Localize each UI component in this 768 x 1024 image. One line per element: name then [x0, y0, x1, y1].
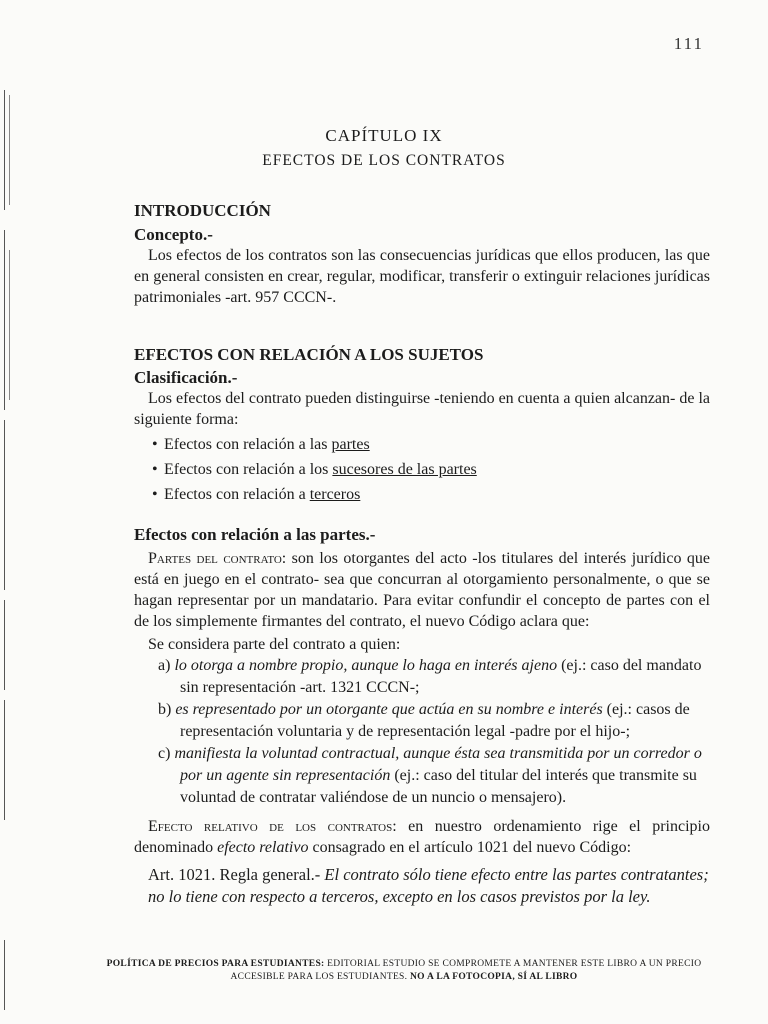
article-label: Art. 1021. Regla general.- — [148, 865, 321, 884]
section-heading-sujetos: EFECTOS CON RELACIÓN A LOS SUJETOS — [134, 345, 484, 364]
subheading-concepto: Concepto.- — [134, 225, 213, 244]
page-footer: POLÍTICA DE PRECIOS PARA ESTUDIANTES: EDITORIAL ESTUDIO SE COMPROMETE A MANTENER ESTE LIBRO A UN PRECIO ACCESIBLE PARA LOS ESTUDIANTES. NO A LA FOTOCOPIA, SÍ AL LIBRO — [106, 959, 702, 982]
list-item: b) es representado por un otorgante que actúa en su nombre e interés (ej.: casos de representación voluntaria y de representación legal -padre por el hijo-; — [158, 701, 690, 740]
term-sucesores: sucesores de las partes — [332, 461, 477, 478]
relativo-section — [134, 816, 710, 908]
effects-list — [134, 432, 710, 507]
binding-edge-mark — [9, 95, 10, 205]
partes-section — [134, 524, 710, 809]
binding-edge-mark — [4, 700, 5, 820]
partes-items — [134, 655, 710, 809]
binding-edge-mark — [4, 600, 5, 690]
partes-intro-line: Se considera parte del contrato a quien: — [148, 636, 401, 653]
article-1021-quote: Art. 1021. Regla general.- El contrato sólo tiene efecto entre las partes contratantes; no lo tiene con respecto a terceros, excepto en los casos previstos por la ley. — [148, 865, 709, 906]
section-heading-partes: Efectos con relación a las partes.- — [134, 525, 376, 544]
page-number: 111 — [673, 34, 704, 53]
chapter-title: CAPÍTULO IX — [325, 126, 443, 145]
chapter-subtitle: EFECTOS DE LOS CONTRATOS — [262, 152, 506, 169]
intro-paragraph: Los efectos de los contratos son las consecuencias jurídicas que ellos producen, las que en general consisten en crear, regular, modificar, transferir o extinguir relaciones jurídicas patrimoniales -art. 957 CCCN-. — [134, 247, 710, 306]
relativo-paragraph: Efecto relativo de los contratos: en nuestro ordenamiento rige el principio denominado efecto relativo consagrado en el artículo 1021 del nuevo Código: — [134, 818, 710, 856]
term-terceros: terceros — [309, 486, 361, 503]
list-item: • Efectos con relación a las partes — [134, 432, 710, 457]
binding-edge-mark — [4, 90, 5, 210]
subheading-clasificacion: Clasificación.- — [134, 368, 238, 387]
list-item: • Efectos con relación a los sucesores de las partes — [134, 457, 710, 482]
list-item: a) lo otorga a nombre propio, aunque lo haga en interés ajeno (ej.: caso del mandato sin representación -art. 1321 CCCN-; — [158, 657, 702, 696]
sujetos-section — [134, 344, 710, 507]
binding-edge-mark — [4, 420, 5, 590]
list-item: c) manifiesta la voluntad contractual, aunque ésta sea transmitida por un corredor o por un agente sin representación (ej.: caso del titular del interés que transmite su voluntad de contratar valiéndose de un nuncio o mensajero). — [158, 745, 702, 806]
binding-edge-mark — [4, 940, 5, 1010]
binding-edge-mark — [9, 250, 10, 400]
list-item: • Efectos con relación a terceros — [134, 482, 710, 507]
sujetos-paragraph: Los efectos del contrato pueden distinguirse -teniendo en cuenta a quien alcanzan- de la siguiente forma: — [134, 390, 710, 428]
binding-edge-mark — [4, 230, 5, 410]
term-partes: partes — [331, 436, 370, 453]
term-efecto-relativo: Efecto relativo de los contratos: — [148, 818, 397, 835]
partes-paragraph: Partes del contrato: son los otorgantes del acto -los titulares del interés jurídico que está en juego en el contrato- sea que concurran al otorgamiento personalmente, o que se hagan representar por un mandatario. Para evitar confundir el concepto de partes con el de los simplemente firmantes del contrato, el nuevo Código aclara que: — [134, 550, 710, 630]
term-partes-del-contrato: Partes del contrato: — [148, 550, 287, 567]
section-heading-intro: INTRODUCCIÓN — [134, 201, 271, 220]
intro-section — [134, 200, 710, 308]
